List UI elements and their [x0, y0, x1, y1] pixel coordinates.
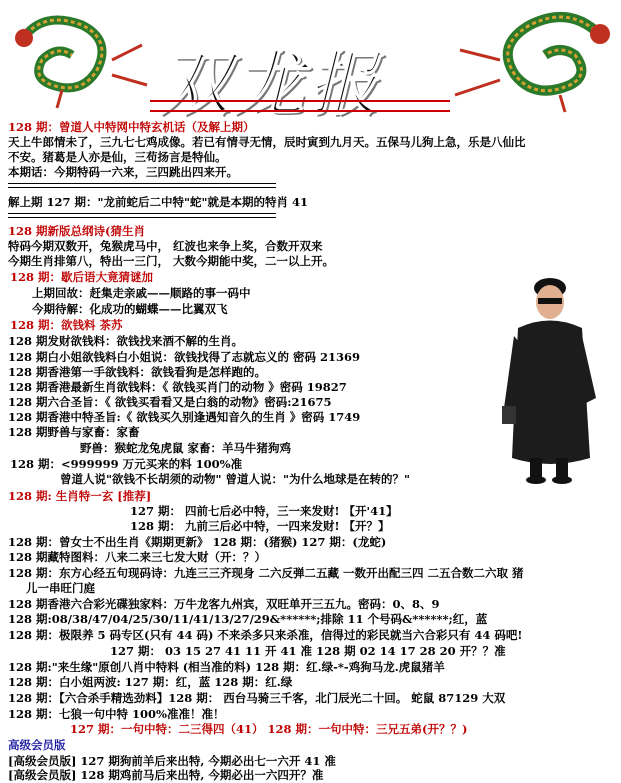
text-line: 上期回故：赶集走亲戚——顺路的事一码中 — [32, 286, 251, 300]
text-line: 127 期： 四前七后必中特，三一来发财! 【开'41】 — [130, 504, 398, 518]
text-line: 127 期： 03 15 27 41 11 开 41 准 128 期 02 14 17 28 20 开？？准 — [110, 644, 506, 658]
banner — [0, 0, 621, 125]
text-line: [高级会员版] 127 期狗前羊后来出特, 今期必出七一六开 41 准 — [8, 754, 336, 768]
text-line: 128 期：七狼一句中特 100%准准！准！ — [8, 707, 225, 721]
text-line: 128 期： 九前三后必中特，一四来发财! 【开？】 — [130, 519, 390, 533]
text-line: 128 期香港第一手欲钱料：欲钱看狗是怎样跑的。 — [8, 365, 267, 379]
text-line: 128 期：白小姐两波: 127 期：红，蓝 128 期：红.绿 — [8, 675, 293, 689]
text-line: 128 期：极限养 5 码专区(只有 44 码) 不来杀多只来杀准，信得过的彩民就当六合彩只有 44 码吧! — [8, 628, 523, 642]
text-line: 128 期藏特图料：八来二来三七发大财（开：？） — [8, 550, 267, 564]
text-line: 今期生肖排第八，特出一三门， 大数今期能中奖，二一以上开。 — [8, 254, 335, 268]
text-line: 曾道人说"欲钱不长胡须的动物" 曾道人说："为什么地球是在转的？" — [60, 472, 410, 486]
text-line: 高级会员版 — [8, 738, 66, 752]
text-line: 128 期：曾道人中特网中特玄机话（及解上期） — [8, 120, 255, 134]
text-line: [高级会员版] 128 期鸡前马后来出特, 今期必出一六四开？准 — [8, 768, 324, 782]
banner-title: 双龙报 — [160, 42, 382, 125]
text-line: 解上期 127 期："龙前蛇后二中特"蛇"就是本期的特肖 41 — [8, 195, 308, 209]
text-line: 128 期：【六合杀手精选劲料】128 期： 西台马骑三千客，北门辰光二十回。 蛇鼠 87129 大双 — [8, 691, 506, 705]
divider — [8, 213, 276, 218]
text-line: 今期待解：化成功的蝴蝶——比翼双飞 — [32, 302, 228, 316]
text-line: 128 期香港中特圣旨:《 欲钱买久别逢遇知音久的生肖 》密码 1749 — [8, 410, 361, 424]
text-line: 128 期香港六合彩光碟独家料：万牛龙客九州宾，双旺单开三五九。密码：0、8、9 — [8, 597, 440, 611]
left-dragon-icon — [2, 0, 152, 110]
text-line: 128 期：欲钱料 茶苏 — [10, 318, 123, 332]
text-line: 128 期香港最新生肖欲钱料：《 欲钱买肖门的动物 》密码 19827 — [8, 380, 347, 394]
text-line: 127 期：一句中特：二三得四（41） 128 期：一句中特：三兄五弟(开？？) — [70, 722, 468, 736]
text-line: 128 期：歇后语大竟猜谜加 — [10, 270, 154, 284]
text-line: 128 期六合圣旨：《 欲钱买看看又是白翁的动物》密码:21675 — [8, 395, 332, 409]
text-line: 128 期:08/38/47/04/25/30/11/41/13/27/29&******;排除 11 个号码&******;红，蓝 — [8, 612, 488, 626]
right-dragon-icon — [440, 0, 620, 115]
divider — [8, 183, 276, 188]
text-line: 128 期: 生肖特一玄 [推荐] — [8, 489, 152, 503]
text-line: 野兽：猴蛇龙兔虎鼠 家畜：羊马牛猪狗鸡 — [80, 441, 292, 455]
text-line: 128 期:"来生缘"原创八肖中特料 (相当准的料) 128 期：红.绿-*-鸡狗马龙.虎鼠猪羊 — [8, 660, 445, 674]
text-line: 特码今期双数开，兔猴虎马中， 红波也来争上奖，合数开双来 — [8, 239, 323, 253]
banner-underline — [150, 100, 450, 112]
text-line: 128 期新版总纲诗(猜生肖 — [8, 224, 145, 238]
text-line: 128 期：<999999 万元买来的料 100%准 — [10, 457, 243, 471]
text-line: 128 期：曾女士不出生肖《期期更新》 128 期：(猪猴) 127 期：(龙蛇) — [8, 535, 387, 549]
text-line: 儿一串旺门庭 — [26, 581, 95, 595]
text-line: 128 期野兽与家畜：家畜 — [8, 425, 140, 439]
text-line: 128 期白小姐欲钱料白小姐说：欲钱找得了志就忘义的 密码 21369 — [8, 350, 361, 364]
text-line: 本期话：今期特码一六来，三四跳出四来开。 — [8, 165, 238, 179]
text-line: 128 期发财欲钱料：欲钱找来酒不解的生肖。 — [8, 334, 244, 348]
text-line: 不安。猪葛是人亦是仙，三苟扬言是特仙。 — [8, 150, 227, 164]
text-line: 天上牛郎情未了，三九七七鸡成像。若已有情寻无情，辰时寅到九月天。五保马儿狗上急，乐是八仙比 — [8, 135, 526, 149]
portrait-figure — [500, 258, 610, 488]
text-line: 128 期：东方心经五句现码诗：九连三三齐现身 二六反弹二五藏 一数开出配三四 二五合数二六取 猪 — [8, 566, 524, 580]
